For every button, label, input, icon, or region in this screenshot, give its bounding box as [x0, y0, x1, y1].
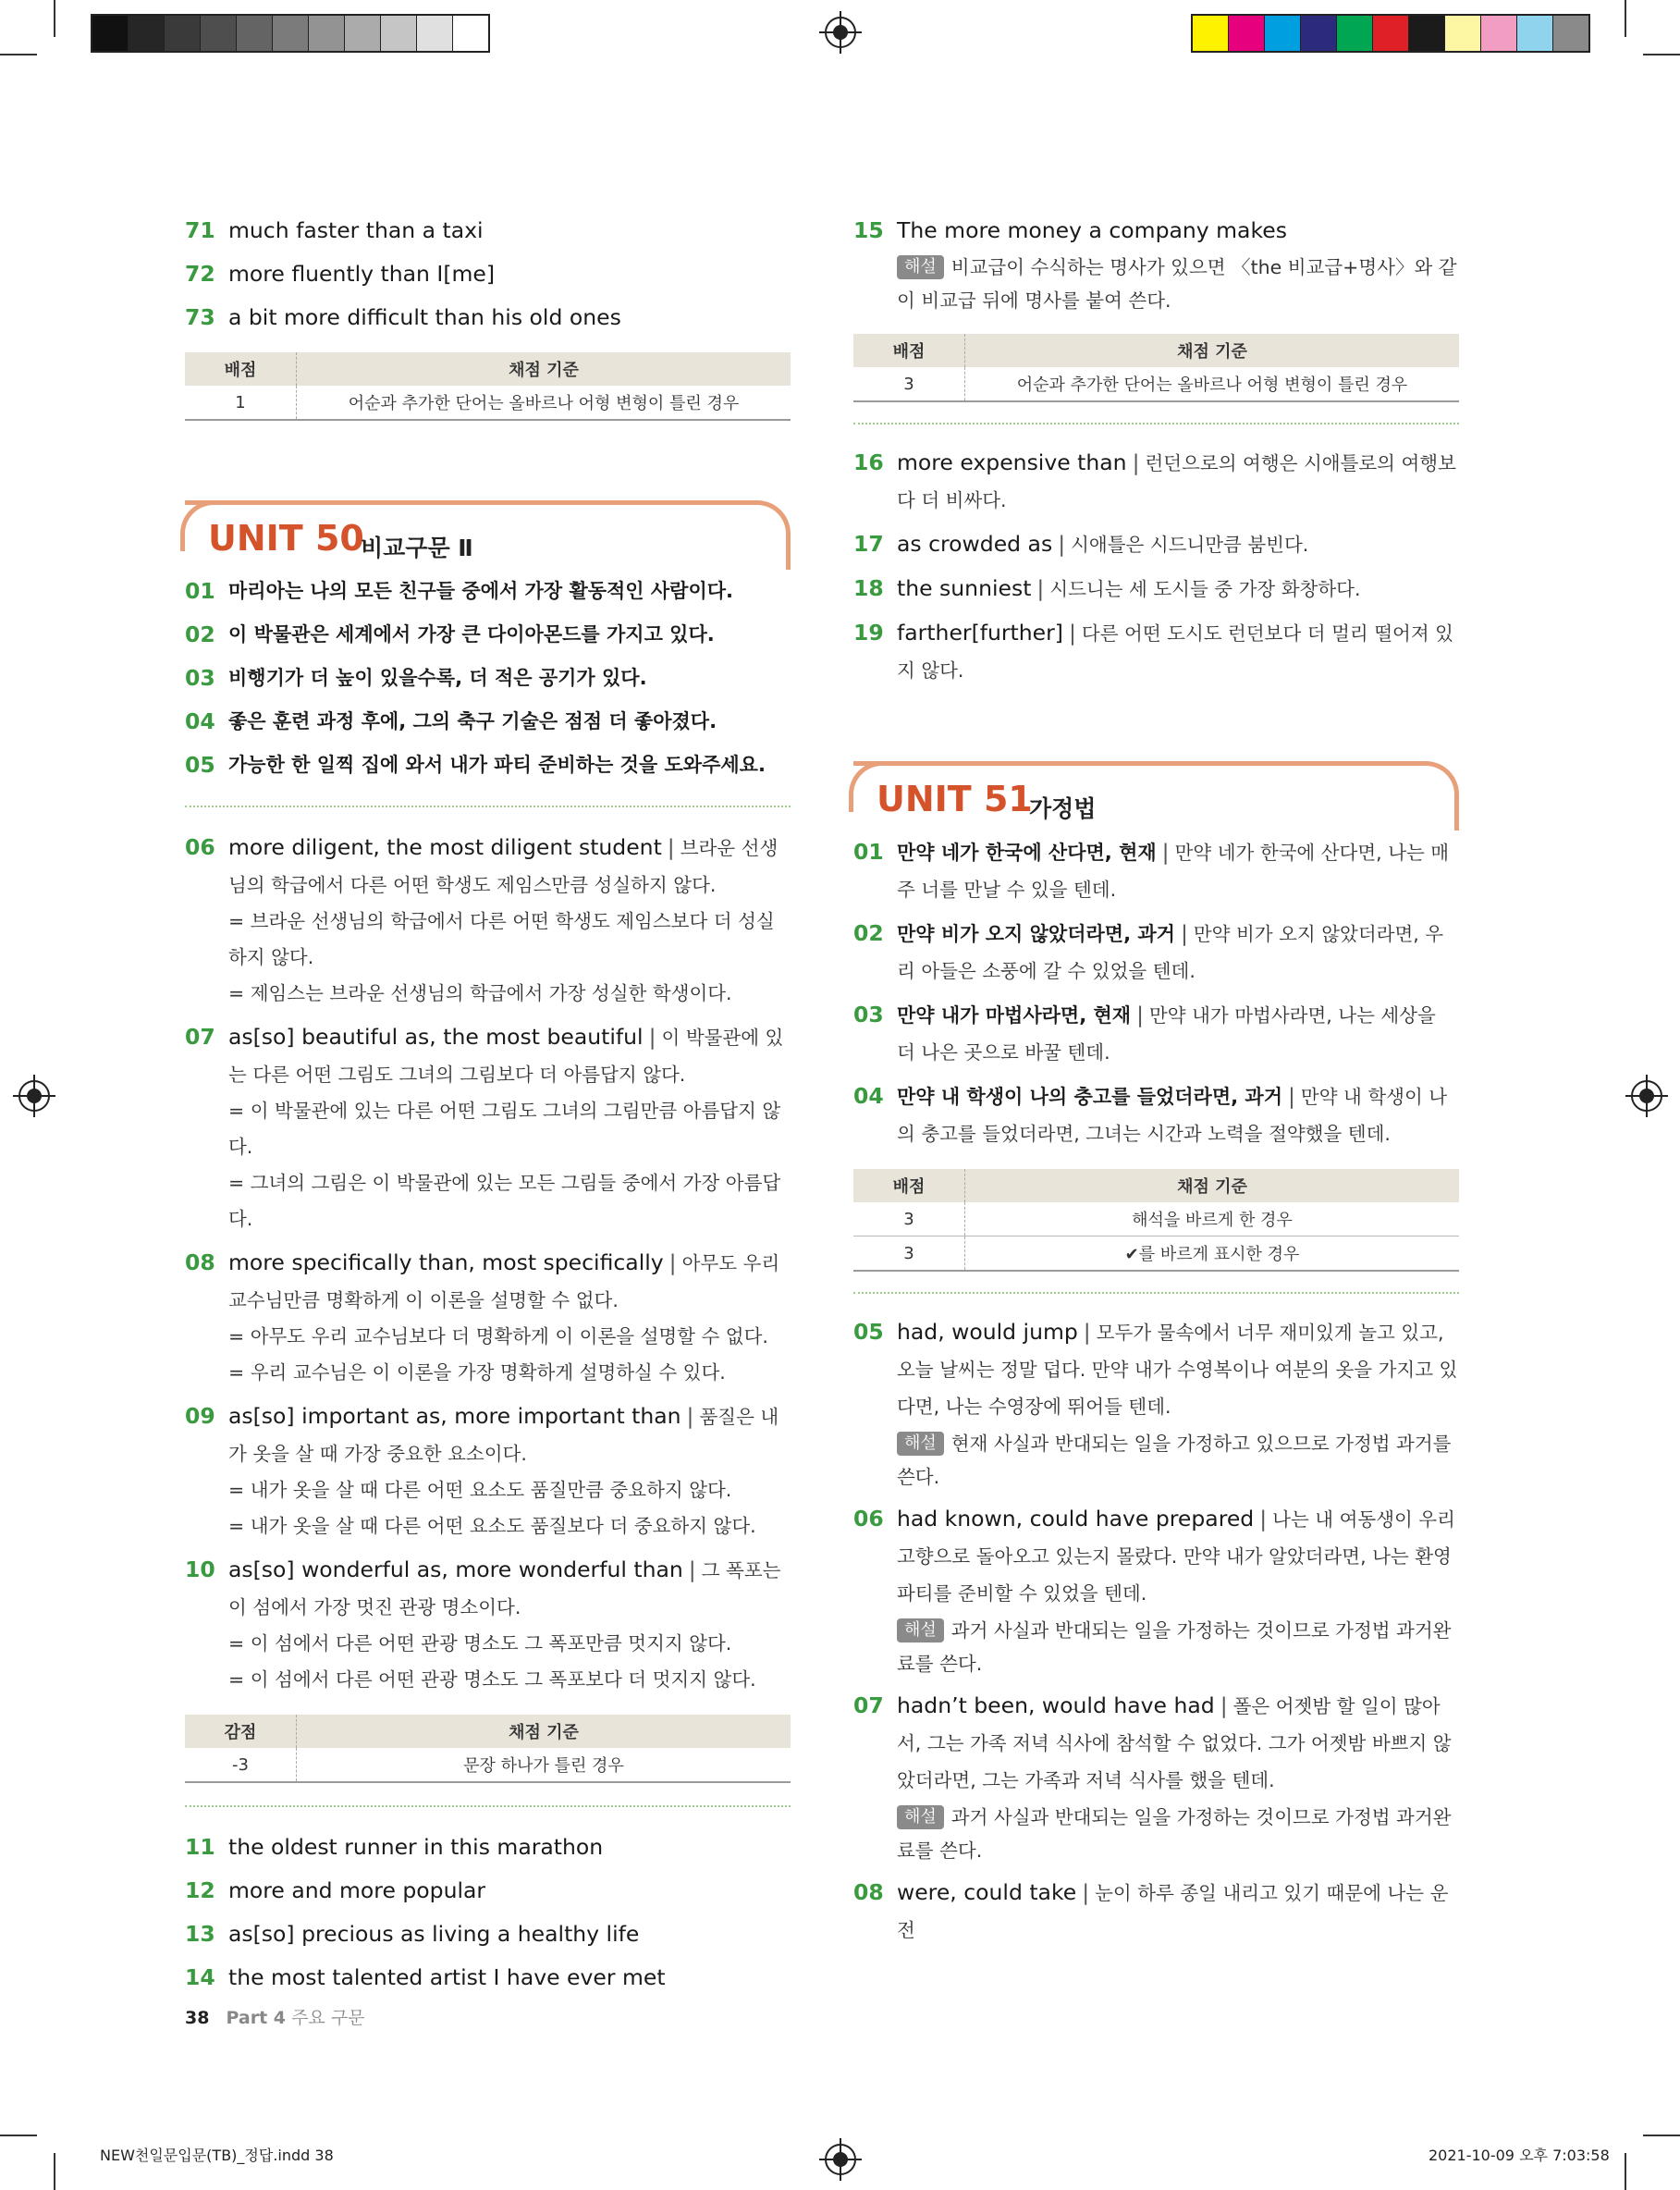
translation-text: 모두가 물속에서 너무 재미있게 놀고 있고, 오늘 날씨는 정말 덥다. 만약 내가 수영복이나 여분의 옷을 가지고 있다면, 나는 수영장에 뛰어들 텐데. [897, 1322, 1458, 1418]
answer-text: more fluently than I[me] [228, 261, 496, 287]
table-cell: 3 [853, 1236, 965, 1272]
part-label: Part 4 [226, 2008, 287, 2028]
translation-text: 만약 네가 한국에 산다면, 나는 매주 너를 만날 수 있을 텐데. [897, 842, 1450, 901]
paraphrase-text: = 아무도 우리 교수님보다 더 명확하게 이 이론을 설명할 수 없다. [228, 1325, 768, 1347]
left-column [185, 213, 791, 1996]
crop-mark [0, 2135, 37, 2136]
answer-text: 비행기가 더 높이 있을수록, 더 적은 공기가 있다. [228, 667, 647, 689]
translation-text: 브라운 선생님의 학급에서 다른 어떤 학생도 제임스만큼 성실하지 않다. [228, 837, 779, 896]
color-swatch [129, 16, 165, 51]
list-item: 05 had, would jump | 모두가 물속에서 너무 재미있게 놀고 있고, 오늘 날씨는 정말 덥다. 만약 내가 수영복이나 여분의 옷을 가지고 있다면, 나는 수영장에 뛰어들 텐데. [853, 1314, 1459, 1425]
item-number: 11 [185, 1834, 215, 1860]
paraphrase-text: = 내가 옷을 살 때 다른 어떤 요소도 품질만큼 중요하지 않다. [228, 1479, 732, 1501]
item-number: 73 [185, 304, 215, 330]
answer-text: were, could take [897, 1879, 1077, 1905]
section-label: 주요 구문 [291, 2008, 365, 2028]
crop-mark [1625, 2153, 1626, 2190]
answer-text: as[so] precious as living a healthy life [228, 1921, 640, 1947]
deduction-table [185, 1715, 791, 1783]
list-item [185, 1960, 791, 1996]
table-header: 배점 [853, 1169, 965, 1202]
color-swatch [1301, 16, 1337, 51]
table-cell: 1 [185, 386, 297, 420]
list-item: 03 만약 내가 마법사라면, 현재 | 만약 내가 마법사라면, 나는 세상을 더 나은 곳으로 바꿀 텐데. [853, 997, 1459, 1071]
unit-title: UNIT 51 [877, 779, 1033, 819]
list-item: 18 the sunniest | 시드니는 세 도시들 중 가장 화창하다. [853, 571, 1459, 608]
item-number: 02 [853, 920, 884, 946]
table-row [185, 386, 791, 420]
color-swatch [1193, 16, 1229, 51]
paraphrase-text: = 이 섬에서 다른 어떤 관광 명소도 그 폭포보다 더 멋지지 않다. [228, 1668, 756, 1691]
korean-answer-list [185, 573, 791, 783]
translation-text: 만약 내 학생이 나의 충고를 들었더라면, 그녀는 시간과 노력을 절약했을 텐데. [897, 1086, 1448, 1145]
answer-text: 마리아는 나의 모든 친구들 중에서 가장 활동적인 사람이다. [228, 580, 734, 602]
translation-text: 그 폭포는 이 섬에서 가장 멋진 관광 명소이다. [228, 1559, 781, 1618]
item-number: 13 [185, 1921, 215, 1947]
item-number: 17 [853, 531, 884, 557]
color-swatch [1445, 16, 1481, 51]
translation-text: 런던으로의 여행은 시애틀로의 여행보다 더 비싸다. [897, 452, 1456, 511]
explanation-badge: 해설 [897, 1805, 944, 1829]
translation-text: 눈이 하루 종일 내리고 있기 때문에 나는 운전 [897, 1882, 1449, 1941]
item-number: 08 [185, 1249, 215, 1275]
list-item: 08 were, could take | 눈이 하루 종일 내리고 있기 때문에 나는 운전 [853, 1875, 1459, 1949]
unit-title: UNIT 50 [208, 518, 364, 559]
list-item: 06 more diligent, the most diligent student | 브라운 선생님의 학급에서 다른 어떤 학생도 제임스만큼 성실하지 않다. [185, 830, 791, 904]
cmyk-color-bar [1191, 14, 1590, 53]
table-cell: 3 [853, 367, 965, 401]
answer-text: 만약 네가 한국에 산다면, 현재 [897, 842, 1157, 864]
item-number: 07 [853, 1692, 884, 1718]
answer-text: had known, could have prepared [897, 1506, 1255, 1532]
list-item [185, 704, 791, 740]
table-row [185, 1748, 791, 1782]
unit-50-header [185, 500, 791, 570]
list-item [185, 660, 791, 696]
table-header: 배점 [853, 334, 965, 367]
color-swatch [1265, 16, 1301, 51]
registration-mark-icon [825, 17, 856, 48]
list-item: 06 had known, could have prepared | 나는 내 여동생이 우리 고향으로 돌아오고 있는지 몰랐다. 만약 내가 알았더라면, 나는 환영 파티를 준비할 수 있었을 텐데. [853, 1501, 1459, 1612]
translation-text: 시애틀은 시드니만큼 붐빈다. [1071, 534, 1309, 556]
color-swatch [201, 16, 237, 51]
translation-text: 다른 어떤 도시도 런던보다 더 멀리 떨어져 있지 않다. [897, 622, 1453, 682]
registration-mark-icon [18, 1080, 50, 1112]
answer-text: had, would jump [897, 1319, 1078, 1345]
item-number: 01 [853, 839, 884, 865]
paraphrase-text: = 제임스는 브라운 선생님의 학급에서 가장 성실한 학생이다. [228, 982, 732, 1004]
translation-text: 품질은 내가 옷을 살 때 가장 중요한 요소이다. [228, 1406, 779, 1465]
list-item: 10 as[so] wonderful as, more wonderful than | 그 폭포는 이 섬에서 가장 멋진 관광 명소이다. [185, 1552, 791, 1626]
item-number: 08 [853, 1879, 884, 1905]
scoring-table [185, 352, 791, 421]
paraphrase-text: = 이 박물관에 있는 다른 어떤 그림도 그녀의 그림만큼 아름답지 않다. [228, 1100, 781, 1158]
explanation-note [853, 1801, 1459, 1867]
item-number: 15 [853, 217, 884, 243]
translation-text: 나는 내 여동생이 우리 고향으로 돌아오고 있는지 몰랐다. 만약 내가 알았더라면, 나는 환영 파티를 준비할 수 있었을 텐데. [897, 1508, 1455, 1605]
list-item [185, 573, 791, 609]
color-swatch [309, 16, 345, 51]
translation-text: 폴은 어젯밤 할 일이 많아서, 그는 가족 저녁 식사에 참석할 수 없었다. 그가 어젯밤 바쁘지 않았더라면, 그는 가족과 저녁 식사를 했을 텐데. [897, 1695, 1452, 1791]
right-column [853, 213, 1459, 1949]
answer-text: as[so] beautiful as, the most beautiful [228, 1024, 644, 1050]
color-swatch [1373, 16, 1409, 51]
answer-text: 만약 내 학생이 나의 충고를 들었더라면, 과거 [897, 1086, 1282, 1108]
list-item [185, 300, 791, 336]
item-number: 18 [853, 575, 884, 601]
color-swatch [237, 16, 273, 51]
answer-text: 가능한 한 일찍 집에 와서 내가 파티 준비하는 것을 도와주세요. [228, 754, 766, 776]
item-number: 02 [185, 621, 215, 647]
answer-text: hadn’t been, would have had [897, 1692, 1215, 1718]
answer-text: farther[further] [897, 620, 1063, 646]
registration-mark-icon [825, 2144, 856, 2175]
explanation-badge: 해설 [897, 255, 944, 279]
paraphrase-text: = 내가 옷을 살 때 다른 어떤 요소도 품질보다 더 중요하지 않다. [228, 1515, 756, 1537]
color-swatch [1229, 16, 1265, 51]
explanation-badge: 해설 [897, 1618, 944, 1642]
answer-text: the oldest runner in this marathon [228, 1834, 604, 1860]
answer-list-05-08 [853, 1314, 1459, 1949]
crop-mark [0, 54, 37, 55]
answer-list-11-14 [185, 1829, 791, 1996]
color-swatch [273, 16, 309, 51]
answer-text: more expensive than [897, 449, 1127, 475]
answer-text: as[so] important as, more important than [228, 1403, 681, 1429]
table-cell: -3 [185, 1748, 297, 1782]
item-number: 03 [185, 665, 215, 691]
explanation-note [853, 1427, 1459, 1494]
registration-mark-icon [1631, 1080, 1662, 1112]
answer-list-16-19 [853, 445, 1459, 689]
grayscale-color-bar [91, 14, 490, 53]
crop-mark [1643, 54, 1680, 55]
crop-mark [1625, 0, 1626, 37]
paraphrase-text: = 브라운 선생님의 학급에서 다른 어떤 학생도 제임스보다 더 성실하지 않다. [228, 910, 775, 968]
list-item: 16 more expensive than | 런던으로의 여행은 시애틀로의 여행보다 더 비싸다. [853, 445, 1459, 519]
page-number: 38 [185, 2008, 210, 2028]
list-item [185, 1829, 791, 1865]
item-number: 05 [853, 1319, 884, 1345]
item-number: 14 [185, 1964, 215, 1990]
item-number: 72 [185, 261, 215, 287]
answer-text: The more money a company makes [897, 217, 1287, 243]
list-item: 19 farther[further] | 다른 어떤 도시도 런던보다 더 멀리 떨어져 있지 않다. [853, 615, 1459, 689]
item-number: 10 [185, 1556, 215, 1582]
paraphrase-text: = 이 섬에서 다른 어떤 관광 명소도 그 폭포만큼 멋지지 않다. [228, 1632, 732, 1655]
answer-text: more and more popular [228, 1877, 486, 1903]
list-item: 08 more specifically than, most specifically | 아무도 우리 교수님만큼 명확하게 이 이론을 설명할 수 없다. [185, 1245, 791, 1319]
table-cell: 3 [853, 1202, 965, 1236]
list-item [185, 747, 791, 783]
item-number: 71 [185, 217, 215, 243]
item-number: 12 [185, 1877, 215, 1903]
crop-mark [54, 2153, 55, 2190]
explanation-text: 과거 사실과 반대되는 일을 가정하는 것이므로 가정법 과거완료를 쓴다. [897, 1619, 1452, 1675]
item-number: 16 [853, 449, 884, 475]
crop-mark [54, 0, 55, 37]
explanation-note [853, 251, 1459, 317]
translation-text: 시드니는 세 도시들 중 가장 화창하다. [1049, 578, 1361, 600]
page-footer [185, 2004, 365, 2029]
item-number: 09 [185, 1403, 215, 1429]
list-item: 07 hadn’t been, would have had | 폴은 어젯밤 할 일이 많아서, 그는 가족 저녁 식사에 참석할 수 없었다. 그가 어젯밤 바쁘지 않았더라면, 그는 가족과 저녁 식사를 했을 텐데. [853, 1688, 1459, 1799]
answer-text: as crowded as [897, 531, 1053, 557]
unit-subtitle: 비교구문 Ⅱ [361, 535, 473, 561]
table-header: 채점 기준 [965, 334, 1460, 367]
answer-text: the sunniest [897, 575, 1032, 601]
scoring-table [853, 1169, 1459, 1272]
item-number: 19 [853, 620, 884, 646]
table-cell: 어순과 추가한 단어는 올바르나 어형 변형이 틀린 경우 [965, 367, 1460, 401]
color-swatch [1337, 16, 1373, 51]
list-item [853, 213, 1459, 249]
list-item: 02 만약 비가 오지 않았더라면, 과거 | 만약 비가 오지 않았더라면, 우리 아들은 소풍에 갈 수 있었을 텐데. [853, 916, 1459, 990]
answer-text: much faster than a taxi [228, 217, 484, 243]
color-swatch [92, 16, 129, 51]
color-swatch [1481, 16, 1517, 51]
answer-list-71-73 [185, 213, 791, 336]
unit-51-header [853, 761, 1459, 830]
item-number: 03 [853, 1002, 884, 1027]
answer-text: a bit more difficult than his old ones [228, 304, 621, 330]
item-number: 07 [185, 1024, 215, 1050]
color-swatch [345, 16, 381, 51]
table-header: 채점 기준 [297, 352, 791, 386]
unit-subtitle: 가정법 [1029, 795, 1097, 822]
table-header: 배점 [185, 352, 297, 386]
item-number: 04 [853, 1083, 884, 1109]
explanation-badge: 해설 [897, 1432, 944, 1456]
table-header: 채점 기준 [297, 1715, 791, 1748]
color-swatch [417, 16, 453, 51]
list-item [185, 617, 791, 653]
item-number: 04 [185, 708, 215, 734]
color-swatch [1553, 16, 1588, 51]
answer-text: as[so] wonderful as, more wonderful than [228, 1556, 683, 1582]
color-swatch [1409, 16, 1445, 51]
paraphrase-text: = 우리 교수님은 이 이론을 가장 명확하게 설명하실 수 있다. [228, 1361, 726, 1384]
table-row [853, 1236, 1459, 1272]
answer-text: 만약 비가 오지 않았더라면, 과거 [897, 923, 1175, 945]
item-number: 06 [185, 834, 215, 860]
color-swatch [381, 16, 417, 51]
table-cell: 해석을 바르게 한 경우 [965, 1202, 1460, 1236]
list-item: 01 만약 네가 한국에 산다면, 현재 | 만약 네가 한국에 산다면, 나는 매주 너를 만날 수 있을 텐데. [853, 834, 1459, 908]
answer-text: more specifically than, most specifically [228, 1249, 664, 1275]
slug-filename: NEW천일문입문(TB)_정답.indd 38 [100, 2147, 334, 2164]
list-item [185, 1873, 791, 1909]
translation-text: 만약 비가 오지 않았더라면, 우리 아들은 소풍에 갈 수 있었을 텐데. [897, 923, 1444, 982]
table-cell: 문장 하나가 틀린 경우 [297, 1748, 791, 1782]
explanation-text: 현재 사실과 반대되는 일을 가정하고 있으므로 가정법 과거를 쓴다. [897, 1433, 1452, 1488]
list-item: 17 as crowded as | 시애틀은 시드니만큼 붐빈다. [853, 526, 1459, 563]
explanation-note [853, 1614, 1459, 1680]
translation-text: 이 박물관에 있는 다른 어떤 그림도 그녀의 그림보다 더 아름답지 않다. [228, 1027, 784, 1086]
list-item [185, 1916, 791, 1952]
explanation-text: 비교급이 수식하는 명사가 있으면 〈the 비교급+명사〉와 같이 비교급 뒤에 명사를 붙여 쓴다. [897, 256, 1457, 312]
table-row [853, 1202, 1459, 1236]
item-number: 06 [853, 1506, 884, 1532]
answer-text: 이 박물관은 세계에서 가장 큰 다이아몬드를 가지고 있다. [228, 623, 715, 646]
table-cell: ✔를 바르게 표시한 경우 [965, 1236, 1460, 1272]
translation-text: 만약 내가 마법사라면, 나는 세상을 더 나은 곳으로 바꿀 텐데. [897, 1004, 1436, 1064]
color-swatch [165, 16, 201, 51]
list-item [185, 256, 791, 292]
list-item: 07 as[so] beautiful as, the most beautiful | 이 박물관에 있는 다른 어떤 그림도 그녀의 그림보다 더 아름답지 않다. [185, 1019, 791, 1093]
explanation-text: 과거 사실과 반대되는 일을 가정하는 것이므로 가정법 과거완료를 쓴다. [897, 1806, 1452, 1862]
table-header: 감점 [185, 1715, 297, 1748]
slug-timestamp: 2021-10-09 오후 7:03:58 [1429, 2147, 1610, 2164]
answer-text: more diligent, the most diligent student [228, 834, 662, 860]
color-swatch [1517, 16, 1553, 51]
conditional-answer-list [853, 834, 1459, 1152]
scoring-table [853, 334, 1459, 402]
translation-text: 아무도 우리 교수님만큼 명확하게 이 이론을 설명할 수 없다. [228, 1252, 780, 1311]
answer-text: 만약 내가 마법사라면, 현재 [897, 1004, 1132, 1027]
list-item: 09 as[so] important as, more important than | 품질은 내가 옷을 살 때 가장 중요한 요소이다. [185, 1398, 791, 1472]
item-number: 01 [185, 578, 215, 604]
paraphrase-text: = 그녀의 그림은 이 박물관에 있는 모든 그림들 중에서 가장 아름답다. [228, 1172, 781, 1230]
answer-text: the most talented artist I have ever met [228, 1964, 666, 1990]
list-item [185, 213, 791, 249]
color-swatch [453, 16, 488, 51]
answer-text: 좋은 훈련 과정 후에, 그의 축구 기술은 점점 더 좋아졌다. [228, 710, 717, 732]
table-row [853, 367, 1459, 401]
list-item: 04 만약 내 학생이 나의 충고를 들었더라면, 과거 | 만약 내 학생이 나의 충고를 들었더라면, 그녀는 시간과 노력을 절약했을 텐데. [853, 1078, 1459, 1152]
item-number: 05 [185, 752, 215, 778]
comparison-answer-list [185, 830, 791, 1698]
crop-mark [1643, 2135, 1680, 2136]
table-cell: 어순과 추가한 단어는 올바르나 어형 변형이 틀린 경우 [297, 386, 791, 420]
table-header: 채점 기준 [965, 1169, 1460, 1202]
